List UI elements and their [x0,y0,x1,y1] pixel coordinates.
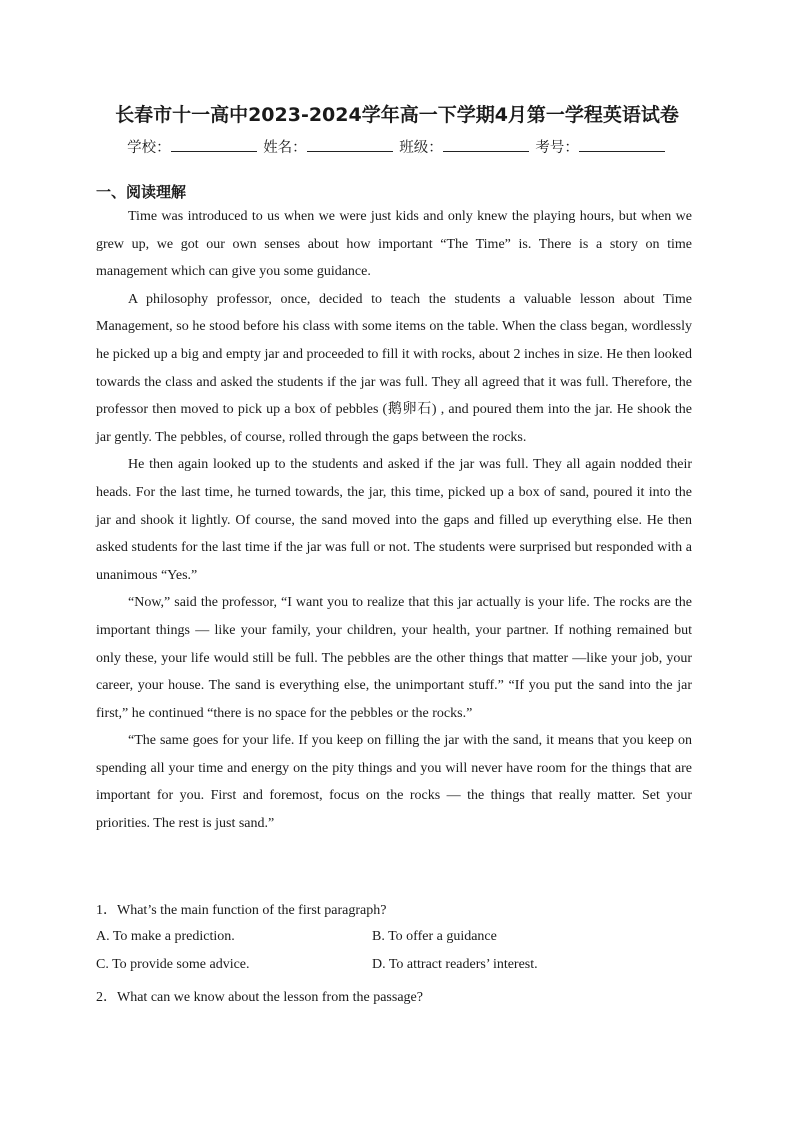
passage-paragraph: Time was introduced to us when we were just kids and only knew the playing hours, but when we grew up, we got our own senses about how important “The Time” is. There is a story on time management which can give you some guidance. [96,209,692,280]
school-label: 学校： [127,140,171,156]
section-heading: 一、阅读理解 [96,183,187,201]
reading-passage [96,203,692,838]
exam-title: 长春市十一高中2023-2024学年高一下学期4月第一学程英语试卷 [115,104,679,126]
passage-paragraph: “Now,” said the professor, “I want you to realize that this jar actually is your life. The rocks are the important things — like your family, your children, your health, your partner. If nothing remained but only these, your life would still be full. The pebbles are the other things that matter —like your job, your career, your house. The sand is everything else, the unimportant stuff.” “If you put the sand into the jar first,” he continued “there is no space for the pebbles or the rocks.” [96,595,692,721]
passage-paragraph: A philosophy professor, once, decided to teach the students a valuable lesson about Time Management, so he stood before his class with some items on the table. When the class began, wordlessly he picked up a big and empty jar and proceeded to fill it with rocks, about 2 inches in size. He then looked towards the class and asked the students if the jar was full. They all agreed that it was full. Therefore, the professor then moved to pick up a box of pebbles (鹅卵石) , and poured them into the jar. He shook the jar gently. The pebbles, of course, rolled through the gaps between the rocks. [96,291,692,445]
student-info-line [0,136,794,157]
school-blank[interactable] [171,138,257,152]
passage-paragraph: He then again looked up to the students and asked if the jar was full. They all again nodded their heads. For the last time, he turned towards, the jar, this time, picked up a box of sand, poured it into the jar and shook it lightly. Of course, the sand moved into the gaps and filled up everything else. He then asked students for the last time if the jar was full or not. The students were surprised but responded with a unanimous “Yes.” [96,457,692,583]
class-blank[interactable] [443,138,529,152]
class-label: 班级： [399,140,443,156]
question-1-option-a[interactable]: A. To make a prediction. [96,929,235,944]
question-1-option-c[interactable]: C. To provide some advice. [96,957,250,972]
exam-number-blank[interactable] [579,138,665,152]
name-label: 姓名： [263,140,307,156]
question-2-stem: 2．What can we know about the lesson from the passage? [96,990,423,1005]
name-blank[interactable] [307,138,393,152]
question-1-option-b[interactable]: B. To offer a guidance [372,929,497,944]
question-1-stem: 1．What’s the main function of the first paragraph? [96,903,387,918]
exam-number-label: 考号： [535,140,579,156]
passage-paragraph: “The same goes for your life. If you keep on filling the jar with the sand, it means that you keep on spending all your time and energy on the pity things and you will never have room for the things that are important for you. First and foremost, focus on the rocks — the things that really matter. Set your priorities. The rest is just sand.” [96,733,692,832]
question-1-option-d[interactable]: D. To attract readers’ interest. [372,957,538,972]
